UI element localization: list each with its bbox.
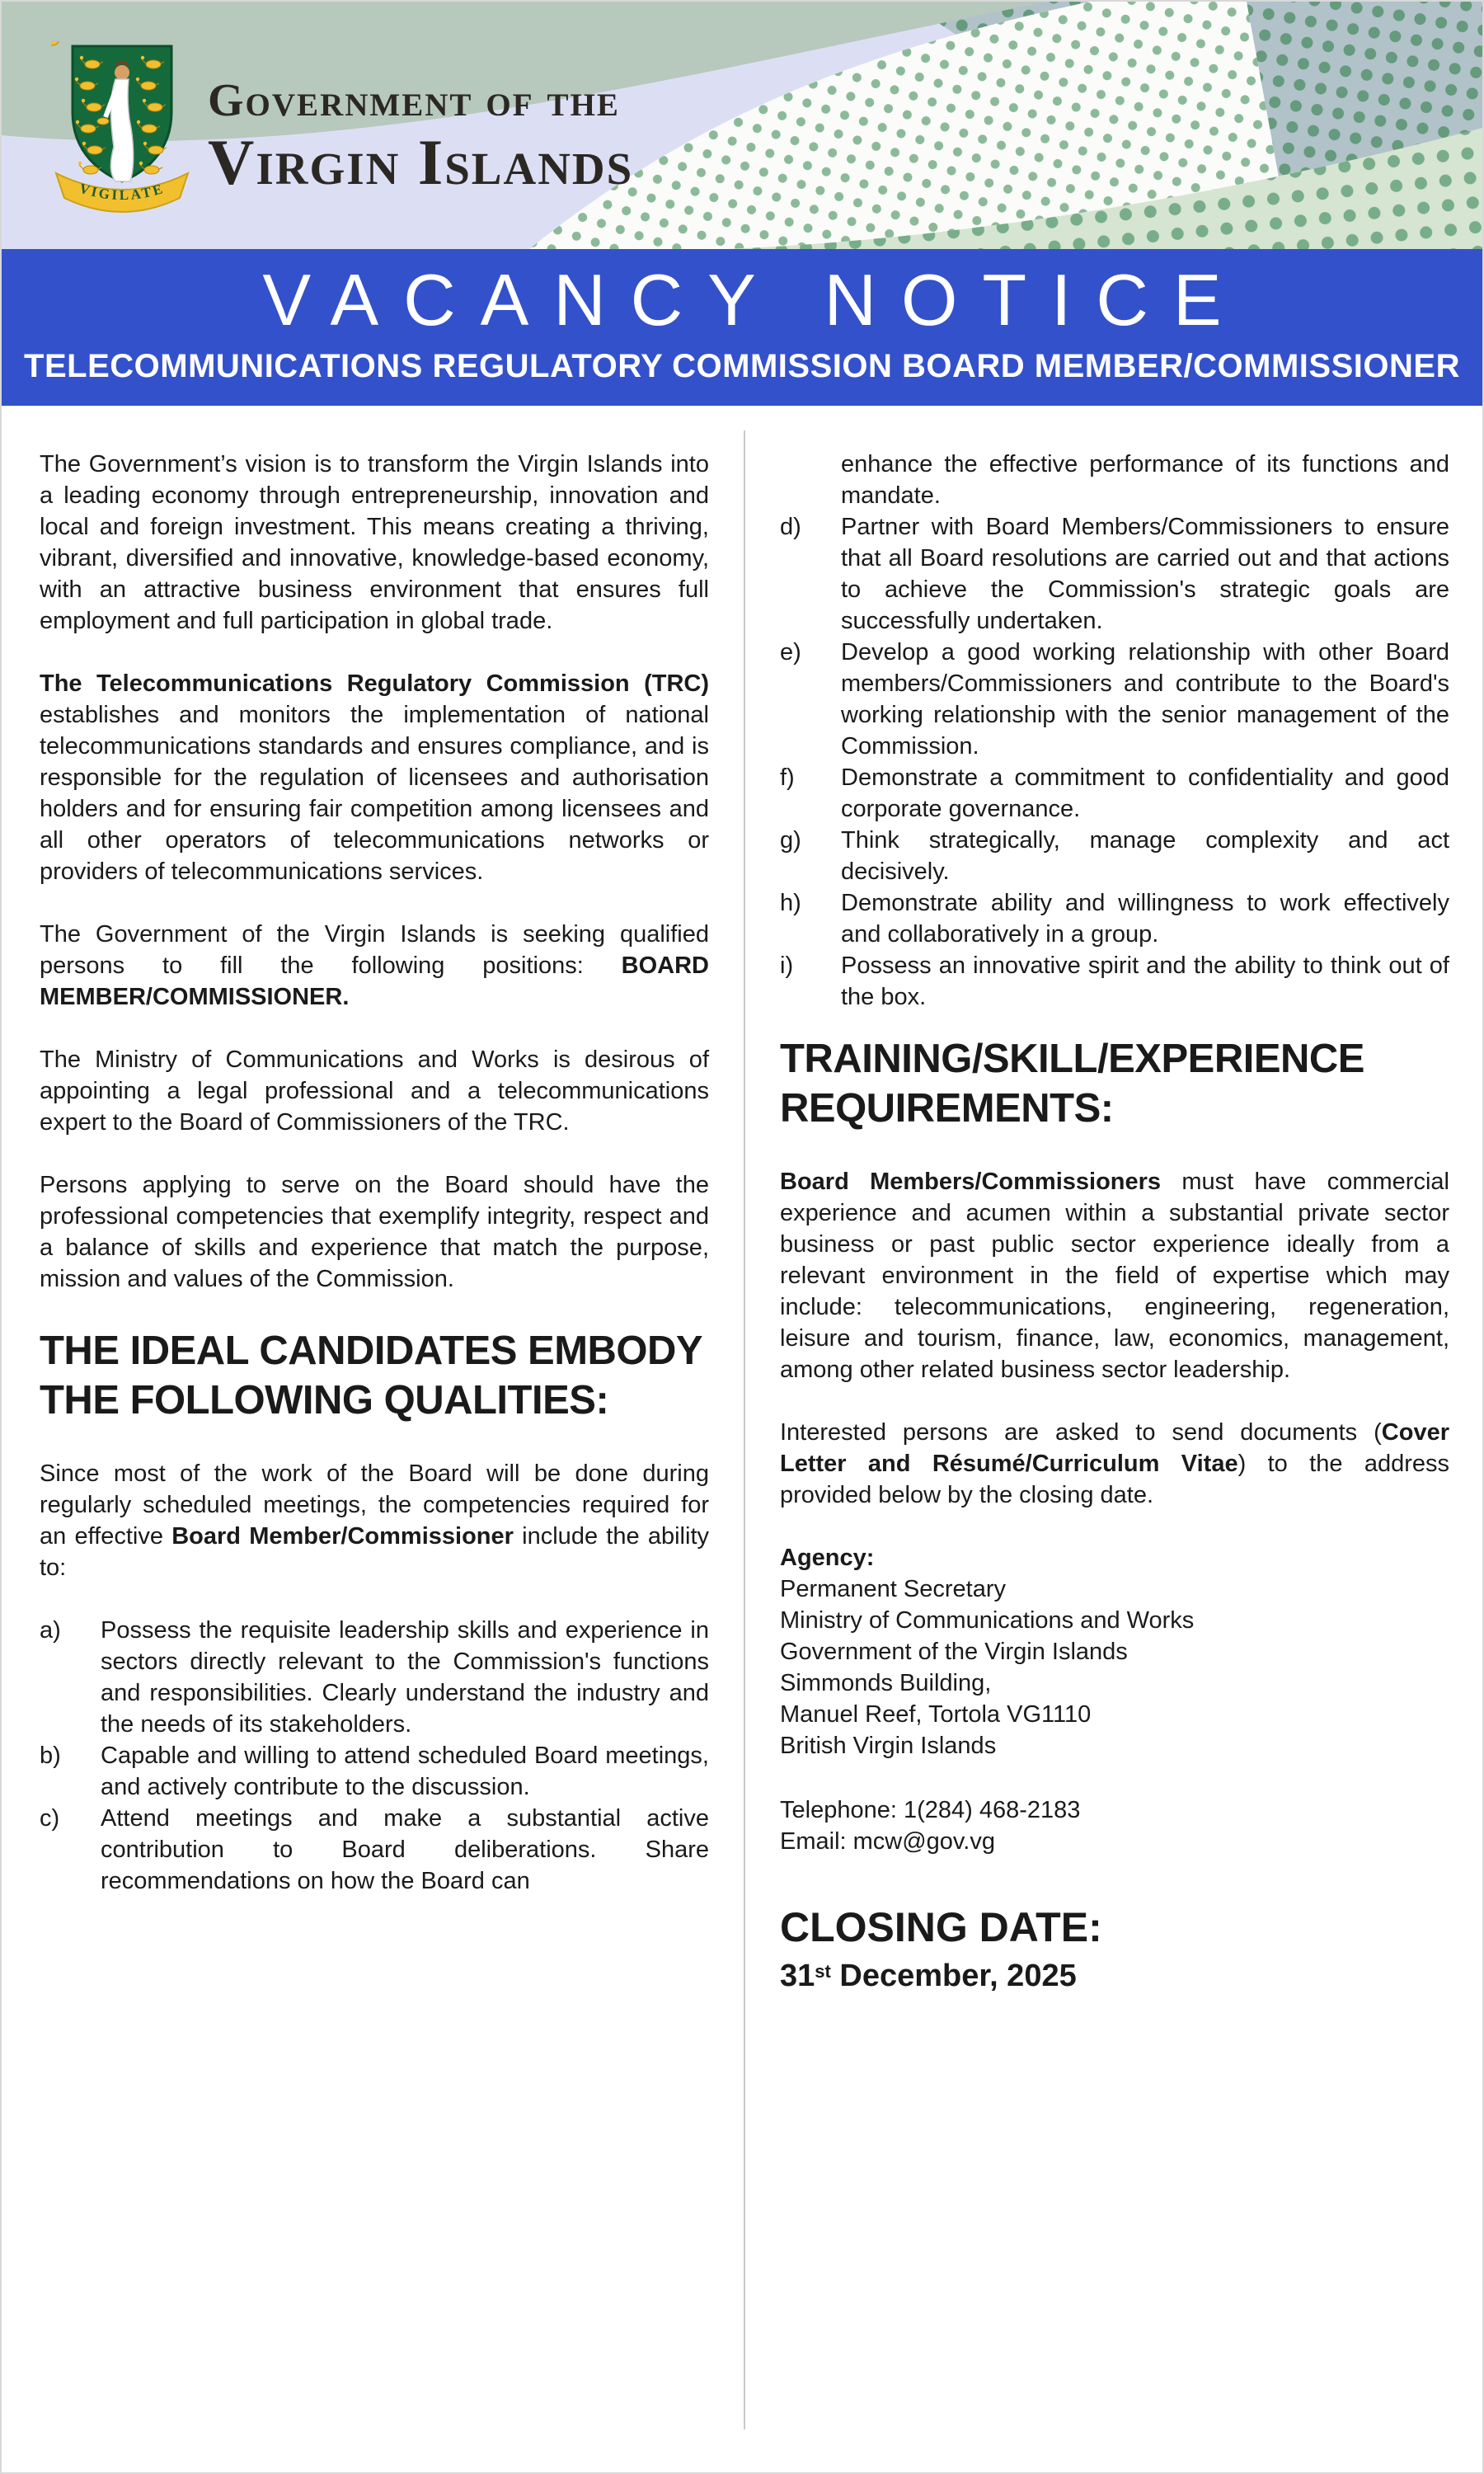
paragraph-apply: Interested persons are asked to send documents (Cover Letter and Résumé/Curriculum Vitae) to the address provided below by the closing date. [780,1419,1449,1508]
org-name-line1: Government of the [208,75,620,126]
list-item-a [40,1615,709,1740]
list-item-d [780,511,1449,637]
column-left [40,449,709,1897]
vigilate-motto: VIGILATE [77,180,167,204]
agency-line: Permanent Secretary [780,1576,1007,1602]
heading-ideal-candidates: THE IDEAL CANDIDATES EMBODY THE FOLLOWING QUALITIES: [40,1329,702,1423]
item-text: Partner with Board Members/Commissioners to ensure that all Board resolutions are carried out and that actions to achieve the Commission's strategic goals are successfully undertaken. [841,514,1449,634]
paragraph-trc: The Telecommunications Regulatory Commission (TRC) establishes and monitors the implementation of national telecommunications standards and ensures compliance, and is responsible for the regulation of licensees and authorisation holders and for ensuring fair competition among licensees and all other operators of telecommunications networks or providers of telecommunications services. [40,670,709,885]
item-text: Attend meetings and make a substantial active contribution to Board deliberations. Share recommendations on how the Board can [101,1805,709,1894]
agency-label: Agency: [780,1545,875,1571]
ordinal-suffix: st [815,1961,831,1982]
trc-bold-lead: The Telecommunications Regulatory Commission (TRC) [40,670,709,697]
item-text: Possess an innovative spirit and the ability to think out of the box. [841,952,1449,1010]
agency-line: Simmonds Building, [780,1670,992,1696]
item-text: Possess the requisite leadership skills and experience in sectors directly relevant to the Commission's functions and responsibilities. Clearly understand the industry and the needs of its stakeholders. [101,1617,709,1738]
paragraph-seeking: The Government of the Virgin Islands is seeking qualified persons to fill the following positions: BOARD MEMBER/COMMISSIONER. [40,921,709,1010]
heading-training-requirements: TRAINING/SKILL/EXPERIENCE REQUIREMENTS: [780,1037,1364,1131]
item-c-continuation: enhance the effective performance of its functions and mandate. [841,451,1449,509]
item-text: Capable and willing to attend scheduled Board meetings, and actively contribute to the discussion. [101,1743,709,1800]
item-label: a) [40,1617,61,1644]
item-label: g) [780,827,801,854]
list-item-f [780,762,1449,825]
list-item-b [40,1740,709,1803]
item-text: Think strategically, manage complexity and act decisively. [841,827,1449,885]
item-label: d) [780,514,801,540]
column-right [780,449,1449,1994]
item-label: b) [40,1743,61,1769]
item-text: Demonstrate ability and willingness to work effectively and collaboratively in a group. [841,890,1449,948]
closing-date-value: 31st December, 2025 [780,1959,1077,1993]
list-item-e [780,637,1449,762]
email-line: Email: mcw@gov.vg [780,1828,995,1855]
item-text: Demonstrate a commitment to confidentiality and good corporate governance. [841,764,1449,822]
item-label: e) [780,639,801,666]
paragraph-since: Since most of the work of the Board will be done during regularly scheduled meetings, the competencies required for an effective Board Member/Commissioner include the ability to: [40,1460,709,1581]
paragraph-competencies: Persons applying to serve on the Board should have the professional competencies that exemplify integrity, respect and a balance of skills and experience that match the purpose, mission and values of the Commission. [40,1172,709,1292]
agency-line: Ministry of Communications and Works [780,1607,1195,1634]
position-title: BOARD MEMBER/COMMISSIONER. [40,952,709,1010]
list-item-h [780,887,1449,950]
column-divider [744,430,745,2429]
agency-line: British Virgin Islands [780,1733,997,1759]
coat-of-arms-virgin-islands [51,41,193,224]
item-label: f) [780,764,795,791]
paragraph-requirements: Board Members/Commissioners must have commercial experience and acumen within a substantial private sector business or past public sector experience ideally from a relevant environment in the field of expertise which may include: telecommunications, engineering, regeneration, leisure and tourism, finance, law, economics, management, among other related business sector leadership. [780,1169,1449,1383]
item-label: i) [780,952,794,979]
list-item-i [780,950,1449,1013]
item-label: h) [780,890,801,916]
telephone-line: Telephone: 1(284) 468-2183 [780,1797,1081,1823]
item-label: c) [40,1805,60,1832]
org-name-line2: Virgin Islands [208,126,634,198]
list-item-g [780,825,1449,887]
banner-subtitle: TELECOMMUNICATIONS REGULATORY COMMISSION BOARD MEMBER/COMMISSIONER [24,348,1460,385]
org-name [208,75,634,198]
agency-line: Manuel Reef, Tortola VG1110 [780,1701,1092,1728]
banner-title: VACANCY NOTICE [262,259,1247,341]
paragraph-ministry: The Ministry of Communications and Works is desirous of appointing a legal professional and a telecommunications expert to the Board of Commissioners of the TRC. [40,1047,709,1136]
item-text: Develop a good working relationship with other Board members/Commissioners and contribute to the Board's working relationship with the senior management of the Commission. [841,639,1449,760]
agency-line: Government of the Virgin Islands [780,1639,1128,1665]
closing-date-label: CLOSING DATE: [780,1904,1102,1950]
vacancy-banner [2,249,1482,406]
header [2,2,1482,249]
paragraph-vision: The Government’s vision is to transform the Virgin Islands into a leading economy through entrepreneurship, innovation and local and foreign investment. This means creating a thriving, vibrant, diversified and innovative, knowledge-based economy, with an attractive business environment that ensures full employment and full participation in global trade. [40,451,709,634]
list-item-c [40,1803,709,1897]
